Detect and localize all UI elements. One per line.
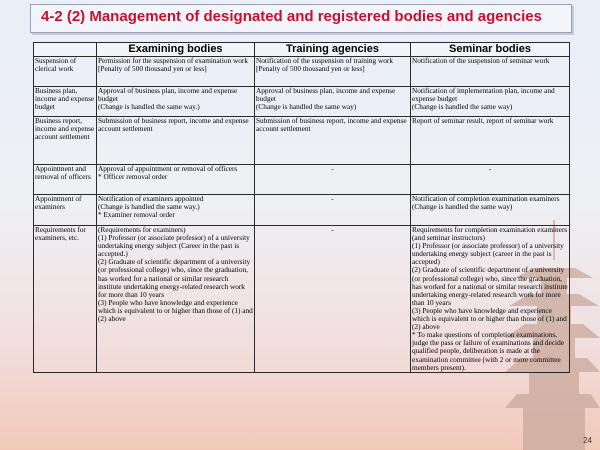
page-number: 24 xyxy=(583,436,592,445)
seminar-cell: Notification of implementation plan, income and expense budget (Change is handled the same way) xyxy=(411,87,570,117)
seminar-cell: - xyxy=(411,165,570,195)
training-cell: Submission of business report, income and expense account settlement xyxy=(255,117,411,165)
row-label: Business plan, income and expense budget xyxy=(34,87,97,117)
examining-cell: Permission for the suspension of examination work [Penalty of 500 thousand yen or less] xyxy=(97,57,255,87)
seminar-cell: Report of seminar result, report of seminar work xyxy=(411,117,570,165)
training-cell: Approval of business plan, income and expense budget (Change is handled the same way) xyxy=(255,87,411,117)
examining-cell: (Requirements for examiners) (1) Professor (or associate professor) of a university undertaking energy subject (Career in the past is accepted.) (2) Graduate of scientific department of a university (or professional college) who, since the graduation, has worked for a national or similar research institute undertaking energy-related research work for more than 10 years (3) People who have knowledge and experience which is equivalent to or higher than those of (1) and (2) above xyxy=(97,226,255,373)
row-label: Requirements for examiners, etc. xyxy=(34,226,97,373)
row-label: Appointment and removal of officers xyxy=(34,165,97,195)
table-row xyxy=(34,87,570,117)
seminar-cell: Notification of the suspension of seminar work xyxy=(411,57,570,87)
header-examining-bodies: Examining bodies xyxy=(97,43,255,57)
table-row xyxy=(34,57,570,87)
header-row xyxy=(34,43,570,57)
examining-cell: Submission of business report, income and expense account settlement xyxy=(97,117,255,165)
table-row xyxy=(34,117,570,165)
examining-cell: Approval of appointment or removal of officers * Officer removal order xyxy=(97,165,255,195)
seminar-cell: Notification of completion examination examiners (Change is handled the same way) xyxy=(411,195,570,226)
row-label: Suspension of clerical work xyxy=(34,57,97,87)
row-label: Business report, income and expense account settlement xyxy=(34,117,97,165)
training-cell: - xyxy=(255,195,411,226)
title-box xyxy=(30,4,572,33)
training-cell: - xyxy=(255,226,411,373)
management-table xyxy=(33,42,570,373)
header-training-agencies: Training agencies xyxy=(255,43,411,57)
training-cell: Notification of the suspension of training work [Penalty of 500 thousand yen or less] xyxy=(255,57,411,87)
examining-cell: Notification of examiners appointed (Change is handled the same way.) * Examiner removal order xyxy=(97,195,255,226)
training-cell: - xyxy=(255,165,411,195)
table-row xyxy=(34,226,570,373)
page-title: 4-2 (2) Management of designated and registered bodies and agencies xyxy=(41,8,542,25)
header-corner xyxy=(34,43,97,57)
seminar-cell: Requirements for completion examination examiners (and seminar instructors) (1) Professor (or associate professor) of a university undertaking energy subject (career in the past is accepted) (2) Graduate of scientific department of a university (or professional college) who, since the graduation, has worked for a national or similar research institute undertaking energy-related research work for more than 10 years (3) People who have knowledge and experience which is equivalent to or higher than those of (1) and (2) above * To make questions of completion examinations, judge the pass or failure of examinations and decide qualified people, deliberation is made at the examination committee (with 2 or more committee members present). xyxy=(412,225,568,372)
header-seminar-bodies: Seminar bodies xyxy=(411,43,570,57)
row-label: Appointment of examiners xyxy=(34,195,97,226)
examining-cell: Approval of business plan, income and expense budget (Change is handled the same way.) xyxy=(97,87,255,117)
table-row xyxy=(34,195,570,226)
table-row xyxy=(34,165,570,195)
